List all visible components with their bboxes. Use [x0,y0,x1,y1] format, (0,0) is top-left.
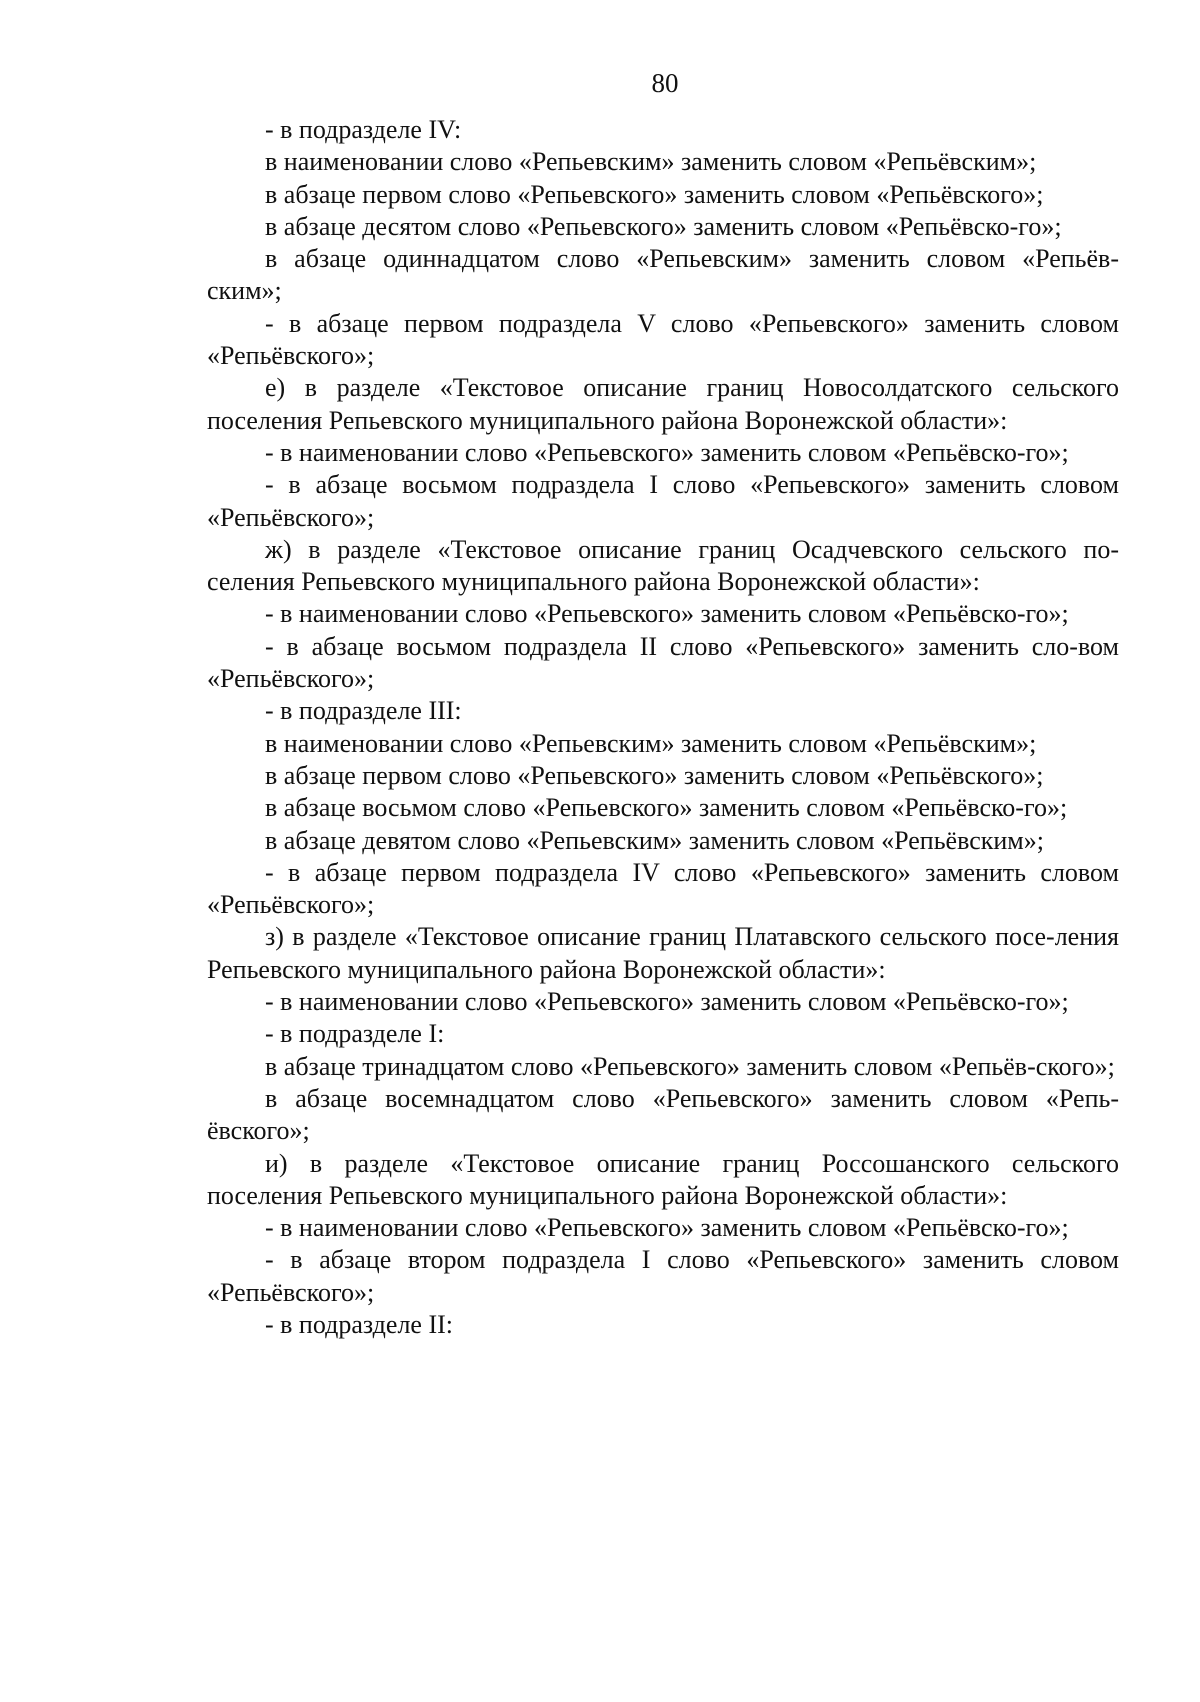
paragraph: в наименовании слово «Репьевским» заменить словом «Репьёвским»; [265,147,1037,177]
paragraph: - в абзаце восьмом подраздела II слово «Репьевского» заменить сло-вом «Репьёвского»; [207,631,1119,694]
paragraph: в абзаце восемнадцатом слово «Репьевского» заменить словом «Репь-ёвского»; [207,1083,1119,1146]
paragraph: в абзаце одиннадцатом слово «Репьевским» заменить словом «Репьёв-ским»; [207,244,1119,306]
paragraph: в абзаце тринадцатом слово «Репьевского» заменить словом «Репьёв-ского»; [265,1051,1115,1081]
paragraph: - в наименовании слово «Репьевского» заменить словом «Репьёвско-го»; [265,599,1069,629]
paragraph: - в наименовании слово «Репьевского» заменить словом «Репьёвско-го»; [265,987,1069,1017]
paragraph: и) в разделе «Текстовое описание границ Россошанского сельского поселения Репьевского муниципального района Воронежской области»: [207,1148,1119,1210]
document-body [207,114,1119,1341]
paragraph: - в абзаце первом подраздела IV слово «Репьевского» заменить словом «Репьёвского»; [207,857,1119,920]
paragraph: - в подразделе I: [265,1019,445,1049]
paragraph: в наименовании слово «Репьевским» заменить словом «Репьёвским»; [265,728,1037,758]
paragraph: е) в разделе «Текстовое описание границ Новосолдатского сельского поселения Репьевского муниципального района Воронежской области»: [207,373,1119,435]
paragraph: в абзаце первом слово «Репьевского» заменить словом «Репьёвского»; [265,179,1044,209]
paragraph: - в подразделе IV: [265,115,462,144]
paragraph: в абзаце девятом слово «Репьевским» заменить словом «Репьёвским»; [265,825,1044,855]
paragraph: - в абзаце первом подраздела V слово «Репьевского» заменить словом «Репьёвского»; [207,308,1119,371]
paragraph: - в подразделе III: [265,696,462,726]
paragraph: - в наименовании слово «Репьевского» заменить словом «Репьёвско-го»; [265,1213,1069,1243]
page-number: 80 [651,68,679,98]
paragraph: в абзаце восьмом слово «Репьевского» заменить словом «Репьёвско-го»; [265,793,1068,823]
paragraph: ж) в разделе «Текстовое описание границ Осадчевского сельского по-селения Репьевского муниципального района Воронежской области»: [207,534,1119,597]
paragraph: в абзаце первом слово «Репьевского» заменить словом «Репьёвского»; [265,760,1044,790]
paragraph: з) в разделе «Текстовое описание границ Платавского сельского посе-ления Репьевского муниципального района Воронежской области»: [207,922,1119,984]
paragraph: в абзаце десятом слово «Репьевского» заменить словом «Репьёвско-го»; [265,211,1062,241]
paragraph: - в абзаце втором подраздела I слово «Репьевского» заменить словом «Репьёвского»; [207,1245,1119,1307]
paragraph: - в подразделе II: [265,1309,453,1339]
paragraph: - в наименовании слово «Репьевского» заменить словом «Репьёвско-го»; [265,437,1069,467]
paragraph: - в абзаце восьмом подраздела I слово «Репьевского» заменить словом «Репьёвского»; [207,470,1119,532]
